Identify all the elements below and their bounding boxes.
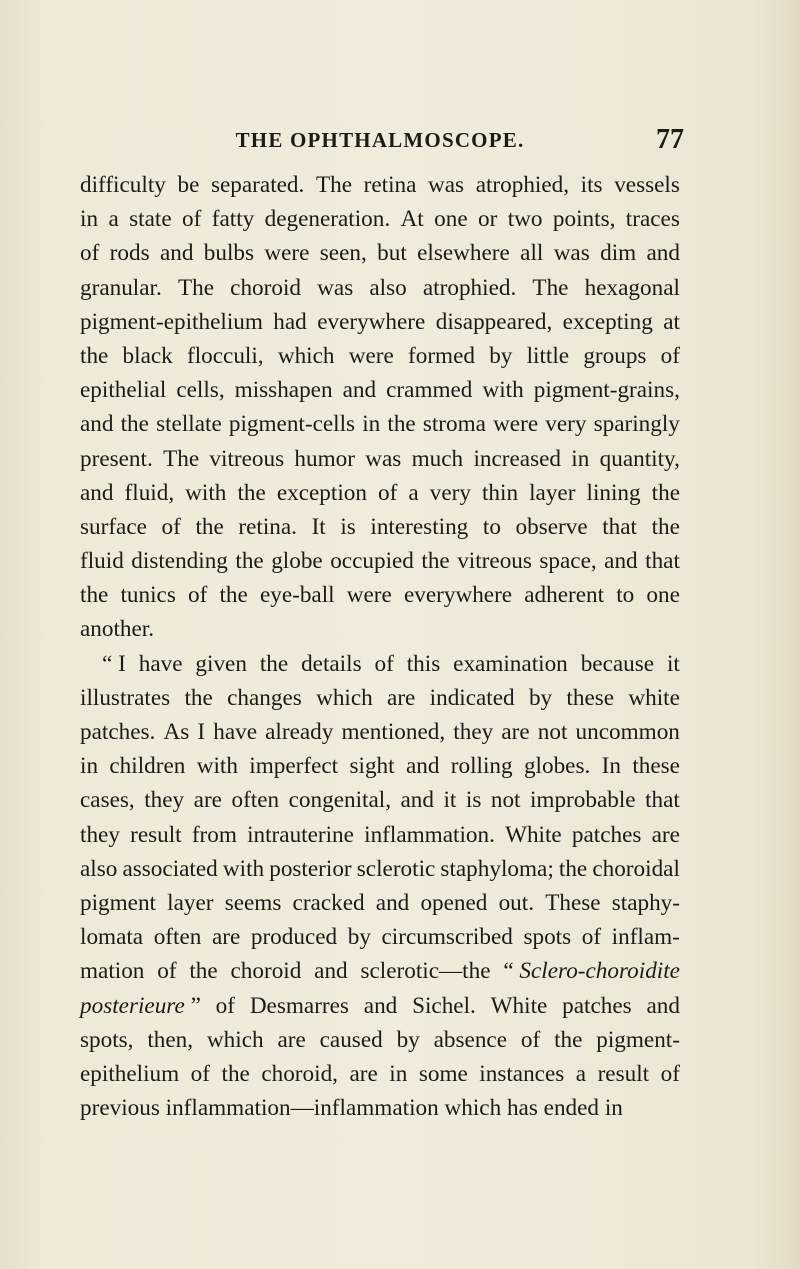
text-line: granular. The choroid was also atrophied. The hexagonal <box>80 274 680 301</box>
page-number: 77 <box>656 124 684 155</box>
text-line: cases, they are often congenital, and it is not improbable that <box>80 787 680 814</box>
text-line: epithelial cells, misshapen and crammed with pigment-grains, <box>80 377 680 404</box>
text-line: also associated with posterior sclerotic staphyloma; the choroidal <box>80 855 680 882</box>
text-line: posterieure ” of Desmarres and Sichel. White patches and <box>80 992 680 1019</box>
text-line: the black flocculi, which were formed by little groups of <box>80 342 680 369</box>
text-line: and the stellate pigment-cells in the stroma were very sparingly <box>80 411 680 438</box>
text-line: previous inflammation—inflammation which has ended in <box>80 1095 623 1122</box>
text-line: spots, then, which are caused by absence of the pigment- <box>80 1026 680 1053</box>
page-header <box>80 124 684 158</box>
text-line: surface of the retina. It is interesting to observe that the <box>80 513 680 540</box>
text-line: difficulty be separated. The retina was atrophied, its vessels <box>80 172 680 198</box>
text-line: and fluid, with the exception of a very thin layer lining the <box>80 479 680 506</box>
text-line: present. The vitreous humor was much increased in quantity, <box>80 445 680 472</box>
running-title: THE OPHTHALMOSCOPE. <box>235 128 525 152</box>
text-line: epithelium of the choroid, are in some instances a result of <box>80 1060 680 1087</box>
text-line: patches. As I have already mentioned, they are not uncommon <box>80 719 680 745</box>
text-line: mation of the choroid and sclerotic—the “ Sclero-choroidite <box>80 958 680 985</box>
text-line: “ I have given the details of this examination because it <box>102 650 680 677</box>
text-line: illustrates the changes which are indicated by these white <box>80 684 680 711</box>
text-line: they result from intrauterine inflammation. White patches are <box>80 821 680 848</box>
text-line: in a state of fatty degeneration. At one or two points, traces <box>80 206 680 233</box>
text-line: fluid distending the globe occupied the vitreous space, and that <box>80 548 680 575</box>
text-line: pigment layer seems cracked and opened out. These staphy- <box>80 889 680 916</box>
text-line: another. <box>80 616 155 643</box>
text-line: of rods and bulbs were seen, but elsewhere all was dim and <box>80 240 680 267</box>
text-line: the tunics of the eye-ball were everywhere adherent to one <box>80 582 680 609</box>
body-text <box>80 168 680 1125</box>
text-line: in children with imperfect sight and rolling globes. In these <box>80 753 680 780</box>
text-line: lomata often are produced by circumscribed spots of inflam- <box>80 924 680 951</box>
text-line: pigment-epithelium had everywhere disappeared, excepting at <box>80 308 680 335</box>
